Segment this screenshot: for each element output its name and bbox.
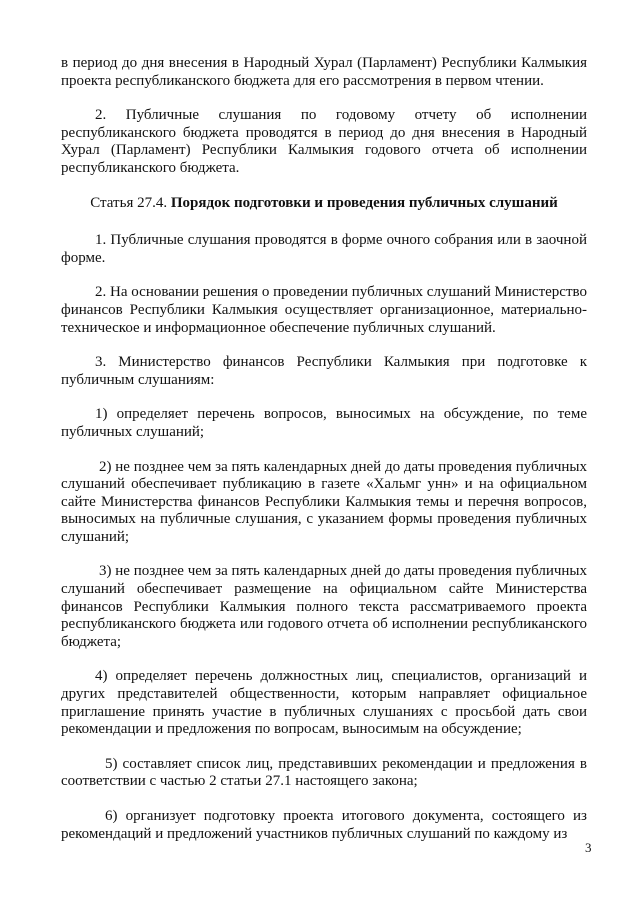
article-paragraph-2: 2. На основании решения о проведении публичных слушаний Министерство финансов Республики Калмыкия осуществляет организационное, материально-техническое и информационное обеспечение публичных слушаний. — [61, 284, 587, 336]
document-page — [61, 55, 587, 860]
article-paragraph-1: 1. Публичные слушания проводятся в форме очного собрания или в заочной форме. — [61, 232, 587, 266]
article-title: Порядок подготовки и проведения публичных слушаний — [170, 194, 558, 211]
list-item-1: 1) определяет перечень вопросов, выносимых на обсуждение, по теме публичных слушаний; — [61, 406, 587, 440]
list-item-6: 6) организует подготовку проекта итогового документа, состоящего из рекомендаций и предложений участников публичных слушаний по каждому из — [61, 808, 587, 842]
paragraph-2: 2. Публичные слушания по годовому отчету об исполнении республиканского бюджета проводятся в период до дня внесения в Народный Хурал (Парламент) Республики Калмыкия годового отчета об исполнении республиканского бюджета. — [61, 107, 587, 176]
article-number: Статья 27.4. — [90, 194, 168, 211]
paragraph-continuation: в период до дня внесения в Народный Хурал (Парламент) Республики Калмыкия проекта республиканского бюджета для его рассмотрения в первом чтении. — [61, 55, 587, 89]
list-item-2: 2) не позднее чем за пять календарных дней до даты проведения публичных слушаний обеспечивает публикацию в газете «Хальмг унн» и на официальном сайте Министерства финансов Республики Калмыкия темы и перечня вопросов, выносимых на публичные слушания, с указанием формы проведения публичных слушаний; — [61, 458, 587, 545]
list-item-3: 3) не позднее чем за пять календарных дней до даты проведения публичных слушаний обеспечивает размещение на официальном сайте Министерства финансов Республики Калмыкия полного текста рассматриваемого проекта республиканского бюджета или годового отчета об исполнении республиканского бюджета; — [61, 563, 587, 650]
article-paragraph-3: 3. Министерство финансов Республики Калмыкия при подготовке к публичным слушаниям: — [61, 354, 587, 388]
list-item-5: 5) составляет список лиц, представивших рекомендации и предложения в соответствии с частью 2 статьи 27.1 настоящего закона; — [61, 755, 587, 790]
list-item-4: 4) определяет перечень должностных лиц, специалистов, организаций и других представителей общественности, которым направляет официальное приглашение принять участие в публичных слушаниях с просьбой дать свои рекомендации и предложения по вопросам, выносимым на обсуждение; — [61, 668, 587, 738]
page-number: 3 — [585, 840, 592, 855]
article-heading — [61, 195, 587, 213]
